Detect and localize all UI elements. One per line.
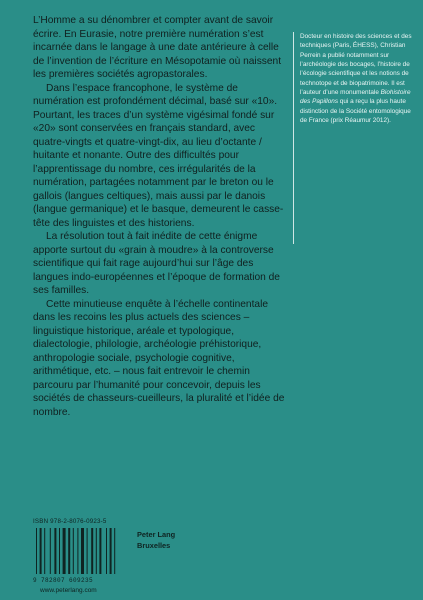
paragraph-4: Cette minutieuse enquête à l’échelle continentale dans les recoins les plus actuels des sciences – linguistique historique, aréale et typologique, dialectologie, philologie, archéologie préhistorique, anthropologie sociale, psychologie cognitive, arithmétique, etc. – nous fait entrevoir le chemin parcouru par l’humanité pour concevoir, depuis les sociétés de chasseurs-cueilleurs, la pluralité et l’idée de nombre.: [33, 298, 285, 418]
barcode-digits: 9 782807 609235: [33, 577, 94, 584]
author-bio-sidebar: [293, 32, 417, 244]
barcode-bar: [50, 528, 51, 574]
barcode-bar: [73, 528, 74, 574]
author-bio-part1: Docteur en histoire des sciences et des techniques (Paris, ÉHESS), Christian Perrein a publié notamment sur l’archéologie des bocages, l’histoire de l’écologie scientifique et les notions de technotope et de biopatrimoine. Il est l’auteur d’une monumentale: [300, 33, 412, 97]
paragraph-1: L’Homme a su dénombrer et compter avant de savoir écrire. En Eurasie, notre première numération s’est incarnée dans le langage à une date antérieure à celle de l’invention de l’écriture en Mésopotamie où naissent les premières sociétés agropastorales.: [33, 15, 282, 80]
barcode-bar: [40, 528, 42, 574]
isbn-label: ISBN 978-2-8076-0923-5: [33, 518, 107, 525]
barcode-bar: [110, 528, 112, 574]
barcode-bar: [36, 528, 37, 574]
barcode-bar: [87, 528, 88, 574]
publisher-city: Bruxelles: [137, 540, 171, 550]
author-bio-part2: qui a reçu la plus haute distinction de la Société entomologique de France (prix Réaumur 2012).: [300, 98, 411, 125]
book-title: Biohistoire des Papillons: [300, 89, 411, 106]
barcode-bar: [81, 528, 84, 574]
barcode: [35, 528, 120, 576]
publisher-name: Peter Lang: [137, 530, 176, 539]
author-bio-text: [300, 32, 417, 125]
barcode-bar: [99, 528, 101, 574]
barcode-bar: [96, 528, 97, 574]
barcode-bar: [54, 528, 56, 574]
website-link[interactable]: www.peterlang.com: [40, 587, 97, 594]
barcode-bar: [59, 528, 60, 574]
barcode-bar: [68, 528, 70, 574]
barcode-graphic: [35, 528, 120, 576]
barcode-bar: [114, 528, 115, 574]
barcode-bar: [77, 528, 78, 574]
barcode-bar: [63, 528, 66, 574]
barcode-bar: [44, 528, 45, 574]
barcode-bar: [91, 528, 93, 574]
barcode-bar: [106, 528, 107, 574]
main-text-block: [33, 14, 290, 419]
paragraph-2: Dans l’espace francophone, le système de numération est profondément décimal, basé sur «10». Pourtant, les traces d’un système vigésimal fondé sur «20» sont conservées en français standard, avec quatre-vingts et quatre-vingt-dix, au lieu d’octante / huitante et nonante. Outre des difficultés pour l’apprentissage du nombre, ces irrégularités de la numération, partagées notamment par le breton ou le gallois (langues celtiques), mais aussi par le danois (langue germanique) et le basque, demeurent le casse-tête des linguistes et des historiens.: [33, 82, 284, 229]
paragraph-3: La résolution tout à fait inédite de cette énigme apporte surtout du «grain à moudre» à la controverse scientifique qui fait rage aujourd’hui sur l’âge des langues indo-européennes et l’époque de formation de ses familles.: [33, 231, 280, 296]
publisher-block: [137, 530, 175, 551]
